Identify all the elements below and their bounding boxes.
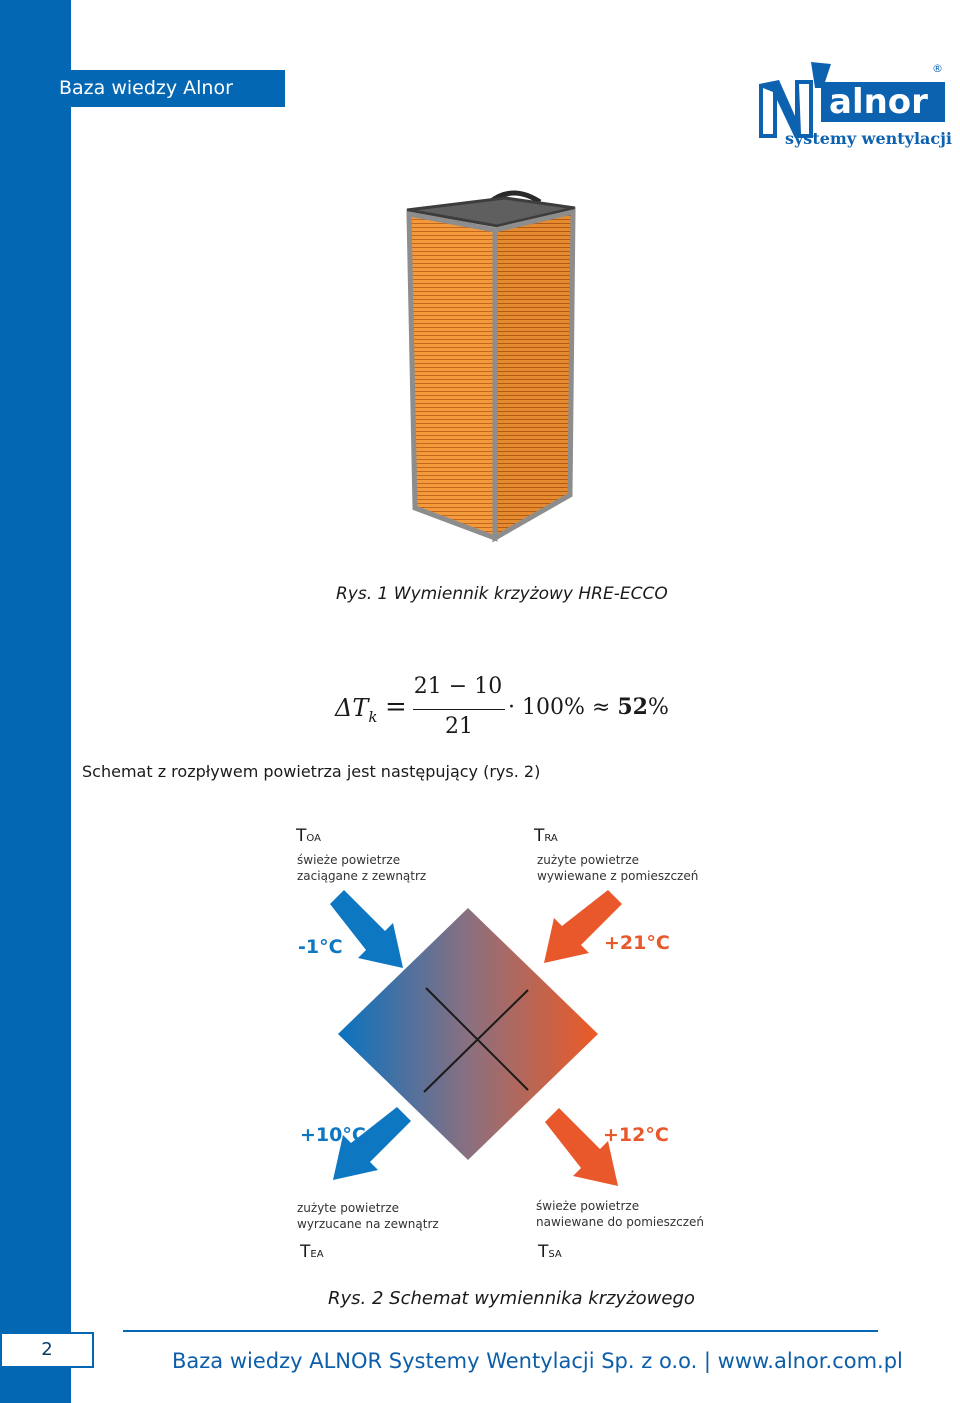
temp-toa: -1°C [298,936,343,958]
label-toa: TOA [296,826,321,846]
footer-rule [123,1330,878,1332]
formula-denominator: 21 [445,714,473,739]
label-tea: TEA [300,1242,324,1262]
efficiency-formula [335,672,715,744]
desc-tea: zużyte powietrze wyrzucane na zewnątrz [297,1201,439,1231]
temp-tea: +10°C [300,1124,366,1146]
arrow-tsa [545,1108,618,1186]
fraction-bar [413,709,505,710]
desc-tsa: świeże powietrze nawiewane do pomieszczeń [536,1199,705,1229]
formula-numerator: 21 − 10 [413,674,503,699]
formula-equals: = [385,692,407,722]
footer-text: Baza wiedzy ALNOR Systemy Wentylacji Sp. z o.o. | www.alnor.com.pl [172,1349,903,1373]
label-tsa: TSA [538,1242,562,1262]
figure-2-caption: Rys. 2 Schemat wymiennika krzyżowego [328,1288,695,1309]
intro-text: Schemat z rozpływem powietrza jest następujący (rys. 2) [82,762,541,781]
temp-tra: +21°C [604,932,670,954]
heat-exchanger-photo [395,180,595,550]
formula-result: · 100% ≈ 52% [508,694,669,720]
label-tra: TRA [534,826,558,846]
formula-lhs: $\Delta T_k$ [335,694,378,726]
desc-toa: świeże powietrze zaciągane z zewnątrz [297,853,427,883]
cross-exchanger-diagram [280,820,720,1270]
registered-mark: ® [932,62,943,75]
temp-tsa: +12°C [603,1124,669,1146]
left-sidebar-band [0,0,71,1403]
figure-1-caption: Rys. 1 Wymiennik krzyżowy HRE-ECCO [336,584,668,604]
page-number: 2 [0,1332,94,1368]
logo-tagline: systemy wentylacji [785,129,953,148]
logo-brand-text: alnor [829,82,928,122]
header-title: Baza wiedzy Alnor [45,70,285,107]
alnor-logo-mark [759,62,831,138]
alnor-logo [755,58,955,150]
desc-tra: zużyte powietrze wywiewane z pomieszczeń [537,853,699,883]
